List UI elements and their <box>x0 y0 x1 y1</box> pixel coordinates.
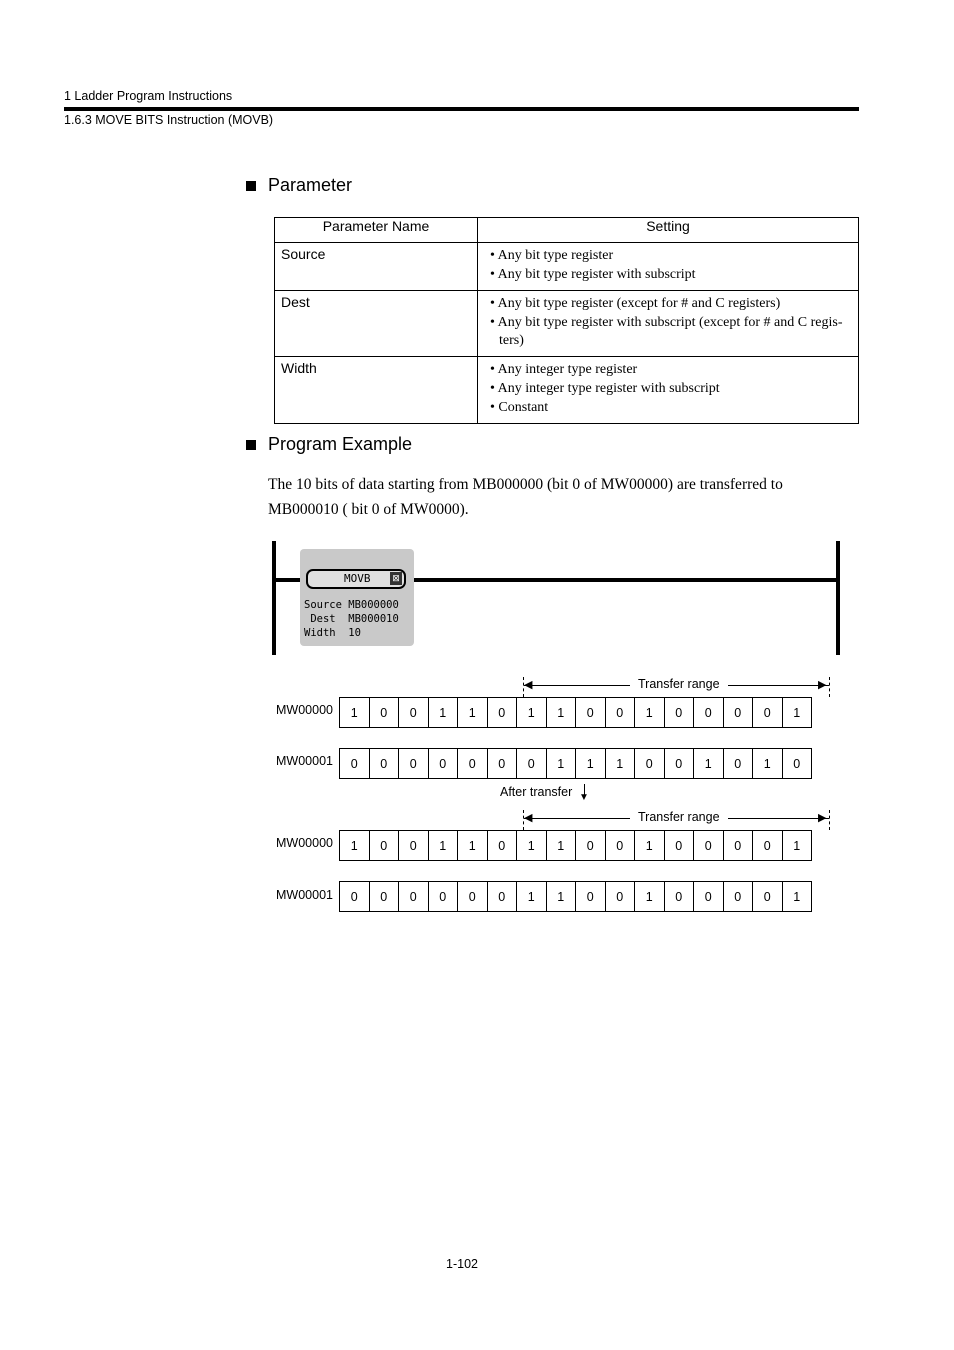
bit-cell: 1 <box>457 697 488 728</box>
example-description: The 10 bits of data starting from MB000000 (bit 0 of MW00000) are transferred to MB000010 ( bit 0 of MW0000). <box>268 476 783 518</box>
setting-item: • Any bit type register with subscript <box>490 267 696 282</box>
bit-cell: 0 <box>487 830 518 861</box>
transfer-range-label: Transfer range <box>630 677 728 691</box>
bit-cell: 0 <box>752 697 783 728</box>
table-row <box>275 357 859 424</box>
bit-cell: 1 <box>428 830 459 861</box>
bit-cell: 0 <box>634 748 665 779</box>
bit-cell: 0 <box>664 697 695 728</box>
bit-cell: 0 <box>605 697 636 728</box>
register-label: MW00001 <box>276 754 333 768</box>
bit-row <box>339 881 812 912</box>
bit-cell: 1 <box>516 697 547 728</box>
parameter-heading-text: Parameter <box>268 175 353 195</box>
setting-item: • Any bit type register <box>490 248 614 263</box>
bit-cell: 1 <box>339 830 370 861</box>
bit-cell: 1 <box>516 881 547 912</box>
setting-item: • Any bit type register (except for # and C registers) <box>490 296 781 311</box>
param-setting <box>478 291 859 357</box>
bit-cell: 0 <box>664 881 695 912</box>
table-row <box>275 291 859 357</box>
bit-cell: 0 <box>664 748 695 779</box>
bit-cell: 1 <box>428 697 459 728</box>
bit-cell: 0 <box>575 830 606 861</box>
movb-source-param: Source MB000000 <box>304 599 399 611</box>
col-header-name: Parameter Name <box>275 218 478 243</box>
bit-cell: 0 <box>398 830 429 861</box>
bit-cell: 0 <box>369 830 400 861</box>
bit-cell: 0 <box>723 748 754 779</box>
register-label: MW00000 <box>276 703 333 717</box>
bit-cell: 0 <box>723 881 754 912</box>
table-row <box>275 243 859 291</box>
param-name: Source <box>275 243 478 291</box>
bit-cell: 0 <box>369 748 400 779</box>
bit-cell: 1 <box>546 830 577 861</box>
bit-cell: 1 <box>782 881 813 912</box>
page-number: 1-102 <box>446 1257 478 1271</box>
bit-cell: 0 <box>457 881 488 912</box>
col-header-setting: Setting <box>478 218 859 243</box>
range-end-marker <box>829 677 830 697</box>
bit-cell: 1 <box>782 697 813 728</box>
bit-cell: 1 <box>546 881 577 912</box>
bit-cell: 1 <box>457 830 488 861</box>
square-bullet-icon <box>246 181 256 191</box>
arrow-right-icon: ▶ <box>818 812 827 824</box>
bit-cell: 0 <box>693 697 724 728</box>
bit-cell: 0 <box>398 748 429 779</box>
bit-cell: 0 <box>369 697 400 728</box>
bit-cell: 0 <box>575 881 606 912</box>
bit-cell: 0 <box>487 881 518 912</box>
bit-cell: 1 <box>546 697 577 728</box>
arrow-left-icon: ◀ <box>524 812 533 824</box>
range-end-marker <box>829 810 830 830</box>
bit-cell: 0 <box>398 697 429 728</box>
arrow-right-icon: ▶ <box>818 679 827 691</box>
section-header: 1.6.3 MOVE BITS Instruction (MOVB) <box>64 113 274 127</box>
register-label: MW00000 <box>276 836 333 850</box>
bit-cell: 1 <box>752 748 783 779</box>
bit-cell: 1 <box>693 748 724 779</box>
setting-item: • Any integer type register <box>490 362 638 377</box>
rung-line <box>411 578 836 582</box>
setting-item: • Any bit type register with subscript (except for # and C regis-ters) <box>490 315 843 348</box>
param-setting <box>478 243 859 291</box>
bit-cell: 0 <box>428 881 459 912</box>
bit-cell: 0 <box>782 748 813 779</box>
bit-cell: 1 <box>575 748 606 779</box>
bit-cell: 1 <box>634 830 665 861</box>
bit-cell: 0 <box>693 830 724 861</box>
bit-cell: 0 <box>369 881 400 912</box>
bit-cell: 0 <box>487 748 518 779</box>
bit-cell: 0 <box>693 881 724 912</box>
chapter-header: 1 Ladder Program Instructions <box>64 89 233 103</box>
bit-cell: 1 <box>516 830 547 861</box>
bit-cell: 1 <box>605 748 636 779</box>
param-setting <box>478 357 859 424</box>
header-rule <box>64 107 859 111</box>
square-bullet-icon <box>246 440 256 450</box>
bit-cell: 1 <box>339 697 370 728</box>
arrow-left-icon: ◀ <box>524 679 533 691</box>
program-example-heading-text: Program Example <box>268 434 413 454</box>
parameter-heading <box>246 175 352 196</box>
movb-dest-param: Dest MB000010 <box>304 613 399 625</box>
bit-cell: 0 <box>339 881 370 912</box>
left-power-rail <box>272 541 276 655</box>
bit-row <box>339 748 812 779</box>
bit-cell: 0 <box>487 697 518 728</box>
bit-cell: 0 <box>723 697 754 728</box>
right-power-rail <box>836 541 840 655</box>
bit-row <box>339 697 812 728</box>
setting-item: • Any integer type register with subscript <box>490 381 720 396</box>
bit-cell: 0 <box>752 830 783 861</box>
bit-cell: 1 <box>782 830 813 861</box>
table-header-row <box>275 218 859 243</box>
parameter-table <box>274 217 859 424</box>
param-name: Dest <box>275 291 478 357</box>
bit-cell: 0 <box>605 881 636 912</box>
bit-row <box>339 830 812 861</box>
param-name: Width <box>275 357 478 424</box>
bit-cell: 0 <box>398 881 429 912</box>
after-transfer-label: After transfer <box>500 785 573 799</box>
register-label: MW00001 <box>276 888 333 902</box>
program-example-heading <box>246 434 412 455</box>
movb-instruction-name: MOVB <box>344 572 371 585</box>
bit-cell: 1 <box>634 697 665 728</box>
transfer-range-label: Transfer range <box>630 810 728 824</box>
movb-width-param: Width 10 <box>304 627 361 639</box>
bit-cell: 0 <box>457 748 488 779</box>
arrow-down-icon: ▼ <box>579 792 589 803</box>
bit-cell: 0 <box>575 697 606 728</box>
rung-line <box>276 578 301 582</box>
bit-cell: 0 <box>723 830 754 861</box>
bit-cell: 0 <box>428 748 459 779</box>
bit-cell: 0 <box>516 748 547 779</box>
bit-cell: 1 <box>634 881 665 912</box>
bit-cell: 0 <box>752 881 783 912</box>
bit-cell: 0 <box>664 830 695 861</box>
bit-cell: 1 <box>546 748 577 779</box>
bit-cell: 0 <box>605 830 636 861</box>
bit-cell: 0 <box>339 748 370 779</box>
function-block-icon: ⊠ <box>390 572 402 585</box>
setting-item: • Constant <box>490 400 549 415</box>
